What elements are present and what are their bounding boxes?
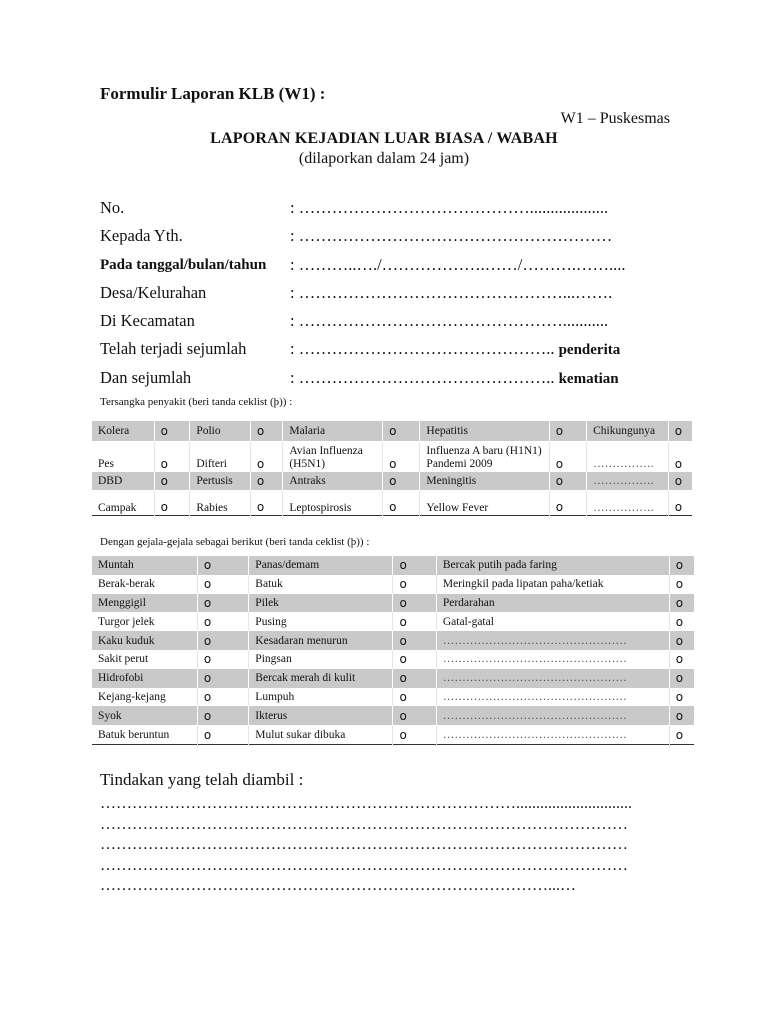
disease-other-blank[interactable]: …………….	[587, 472, 669, 490]
checkbox[interactable]: o	[393, 725, 436, 744]
symptom-name: Turgor jelek	[98, 615, 155, 628]
symptom-name: Muntah	[92, 556, 197, 575]
symptom-name: Bercak putih pada faring	[436, 556, 669, 575]
field-blank[interactable]	[290, 366, 619, 391]
disease-name: Pes	[98, 458, 114, 470]
table-row	[92, 650, 694, 669]
disease-name: Avian Influenza (H5N1)	[283, 441, 383, 472]
checkbox[interactable]: o	[669, 594, 694, 613]
checkbox[interactable]: o	[393, 669, 436, 688]
table-row	[92, 706, 694, 725]
checkbox[interactable]: o	[393, 612, 436, 631]
field-label: Desa/Kelurahan	[100, 282, 207, 302]
checkbox[interactable]: o	[669, 631, 694, 650]
table-row	[92, 556, 694, 575]
disease-name: Meningitis	[420, 472, 549, 490]
symptom-name: Syok	[92, 706, 197, 725]
sub-title: (dilaporkan dalam 24 jam)	[298, 150, 470, 167]
checkbox[interactable]: o	[393, 556, 436, 575]
field-label: Dan sejumlah	[100, 367, 192, 387]
field-blank[interactable]: : …………………………………………...…….	[290, 282, 613, 302]
checkbox[interactable]: o	[549, 441, 586, 472]
symptom-other-blank[interactable]: …………………………………………	[436, 688, 669, 707]
table-row	[92, 612, 694, 631]
symptom-name: Panas/demam	[249, 556, 393, 575]
symptom-name: Lumpuh	[249, 688, 393, 707]
symptom-name: Kejang-kejang	[98, 690, 166, 703]
field-dots: : ………………………………………..	[290, 339, 559, 359]
checkbox[interactable]: o	[668, 472, 692, 490]
table-row	[92, 421, 692, 441]
checkbox[interactable]: o	[669, 575, 694, 594]
field-blank[interactable]	[290, 337, 620, 362]
checkbox[interactable]: o	[197, 556, 248, 575]
disease-name: Chikungunya	[587, 421, 669, 441]
checkbox[interactable]: o	[393, 575, 436, 594]
disease-note: Tersangka penyakit (beri tanda ceklist (þ)) :	[100, 396, 293, 408]
symptom-name: Bercak merah di kulit	[249, 669, 393, 688]
field-kecamatan	[100, 309, 680, 337]
disease-name: Yellow Fever	[420, 490, 549, 516]
checkbox[interactable]: o	[154, 421, 190, 441]
field-blank[interactable]: : ……………………………………...................	[290, 198, 609, 217]
field-label: No.	[100, 198, 125, 217]
symptom-name: Berak-berak	[98, 578, 155, 591]
symptom-note: Dengan gejala-gejala sebagai berikut (beri tanda ceklist (þ)) :	[100, 536, 370, 548]
field-blank[interactable]: : …………………………………………...........	[290, 311, 609, 331]
action-line[interactable]: ………………………………………………………………………………………	[100, 856, 628, 874]
symptom-other-blank[interactable]: …………………………………………	[436, 631, 669, 650]
checkbox[interactable]: o	[383, 490, 420, 516]
table-row	[92, 688, 694, 707]
field-dots: : ………………………………………..	[290, 367, 559, 387]
field-kepada	[100, 224, 680, 252]
field-tanggal	[100, 253, 680, 281]
checkbox[interactable]: o	[197, 706, 248, 725]
checkbox[interactable]: o	[668, 421, 692, 441]
symptom-name: Meringkil pada lipatan paha/ketiak	[436, 575, 669, 594]
field-desa	[100, 281, 680, 309]
table-row	[92, 575, 694, 594]
checkbox[interactable]: o	[549, 421, 586, 441]
disease-name: Difteri	[190, 441, 251, 472]
checkbox[interactable]: o	[250, 421, 282, 441]
symptom-name: Batuk beruntun	[98, 728, 170, 741]
disease-name: Antraks	[283, 472, 383, 490]
table-row	[92, 631, 694, 650]
disease-name: Leptospirosis	[283, 490, 383, 516]
checkbox[interactable]: o	[197, 631, 248, 650]
checkbox[interactable]: o	[197, 688, 248, 707]
symptom-name: Menggigil	[92, 594, 197, 613]
field-label: Telah terjadi sejumlah	[100, 339, 247, 359]
disease-name: Malaria	[283, 421, 383, 441]
checkbox[interactable]: o	[668, 441, 692, 472]
checkbox[interactable]: o	[197, 725, 248, 744]
main-title: LAPORAN KEJADIAN LUAR BIASA / WABAH	[210, 130, 558, 147]
report-fields	[100, 196, 680, 394]
checkbox[interactable]: o	[250, 472, 282, 490]
disease-name: DBD	[92, 472, 154, 490]
symptom-table	[92, 556, 694, 745]
disease-other-blank[interactable]: …………….	[587, 441, 669, 472]
checkbox[interactable]: o	[383, 421, 420, 441]
field-label: Di Kecamatan	[100, 311, 195, 331]
checkbox[interactable]: o	[393, 688, 436, 707]
checkbox[interactable]: o	[549, 472, 586, 490]
checkbox[interactable]: o	[669, 612, 694, 631]
table-row	[92, 725, 694, 744]
checkbox[interactable]: o	[668, 490, 692, 516]
disease-name: Polio	[190, 421, 251, 441]
symptom-other-blank[interactable]: …………………………………………	[436, 650, 669, 669]
checkbox[interactable]: o	[197, 612, 248, 631]
symptom-other-blank[interactable]: …………………………………………	[436, 725, 669, 744]
checkbox[interactable]: o	[669, 706, 694, 725]
action-line[interactable]: ………………………………………………………………………………………	[100, 815, 628, 833]
checkbox[interactable]: o	[393, 631, 436, 650]
field-no	[100, 196, 680, 224]
field-suffix: kematian	[558, 370, 619, 387]
symptom-name: Ikterus	[249, 706, 393, 725]
action-line[interactable]: …………………………………………………………………….............................	[100, 795, 632, 812]
table-row	[92, 472, 692, 490]
symptom-name: Kesadaran menurun	[249, 631, 393, 650]
table-row	[92, 594, 694, 613]
checkbox[interactable]: o	[393, 706, 436, 725]
symptom-name: Gatal-gatal	[436, 612, 669, 631]
table-row	[92, 441, 692, 472]
symptom-name: Pusing	[249, 612, 393, 631]
action-title: Tindakan yang telah diambil :	[100, 770, 304, 789]
checkbox[interactable]: o	[549, 490, 586, 516]
symptom-name: Kaku kuduk	[92, 631, 197, 650]
checkbox[interactable]: o	[197, 669, 248, 688]
field-penderita	[100, 337, 680, 365]
field-suffix: penderita	[558, 342, 621, 359]
checkbox[interactable]: o	[250, 490, 282, 516]
disease-name: Influenza A baru (H1N1) Pandemi 2009	[420, 441, 549, 472]
checkbox[interactable]: o	[154, 490, 190, 516]
action-line[interactable]: …………………………………………………………………………...…	[100, 877, 576, 894]
field-kematian	[100, 366, 680, 394]
checkbox[interactable]: o	[669, 725, 694, 744]
disease-name: Hepatitis	[420, 421, 549, 441]
action-lines[interactable]	[100, 794, 680, 897]
checkbox[interactable]: o	[383, 472, 420, 490]
checkbox[interactable]: o	[197, 594, 248, 613]
symptom-name: Sakit perut	[98, 653, 149, 666]
checkbox[interactable]: o	[197, 650, 248, 669]
symptom-name: Pilek	[249, 594, 393, 613]
disease-name: Rabies	[190, 490, 251, 516]
checkbox[interactable]: o	[669, 650, 694, 669]
symptom-name: Batuk	[249, 575, 393, 594]
symptom-other-blank[interactable]: …………………………………………	[436, 706, 669, 725]
field-blank[interactable]: : …………………………………………………	[290, 226, 613, 246]
disease-name: Campak	[98, 502, 137, 514]
checkbox[interactable]: o	[154, 441, 190, 472]
table-row	[92, 669, 694, 688]
checkbox[interactable]: o	[669, 688, 694, 707]
field-blank[interactable]: : ………..…./……………….……/……….……....	[290, 254, 626, 274]
checkbox[interactable]: o	[669, 556, 694, 575]
checkbox[interactable]: o	[154, 472, 190, 490]
symptom-name: Mulut sukar dibuka	[249, 725, 393, 744]
disease-name: Kolera	[92, 421, 154, 441]
symptom-other-blank[interactable]: …………………………………………	[436, 669, 669, 688]
field-label: Pada tanggal/bulan/tahun	[100, 256, 267, 273]
disease-other-blank[interactable]: …………….	[587, 490, 669, 516]
table-row	[92, 490, 692, 516]
form-code: W1 – Puskesmas	[560, 110, 670, 127]
checkbox[interactable]: o	[383, 441, 420, 472]
checkbox[interactable]: o	[197, 575, 248, 594]
disease-table	[92, 421, 692, 516]
symptom-name: Hidrofobi	[92, 669, 197, 688]
checkbox[interactable]: o	[250, 441, 282, 472]
checkbox[interactable]: o	[393, 594, 436, 613]
form-title: Formulir Laporan KLB (W1) :	[100, 84, 326, 103]
action-line[interactable]: ………………………………………………………………………………………	[100, 836, 628, 853]
checkbox[interactable]: o	[393, 650, 436, 669]
symptom-name: Perdarahan	[436, 594, 669, 613]
disease-name: Pertusis	[190, 472, 251, 490]
checkbox[interactable]: o	[669, 669, 694, 688]
field-label: Kepada Yth.	[100, 226, 183, 246]
symptom-name: Pingsan	[249, 650, 393, 669]
